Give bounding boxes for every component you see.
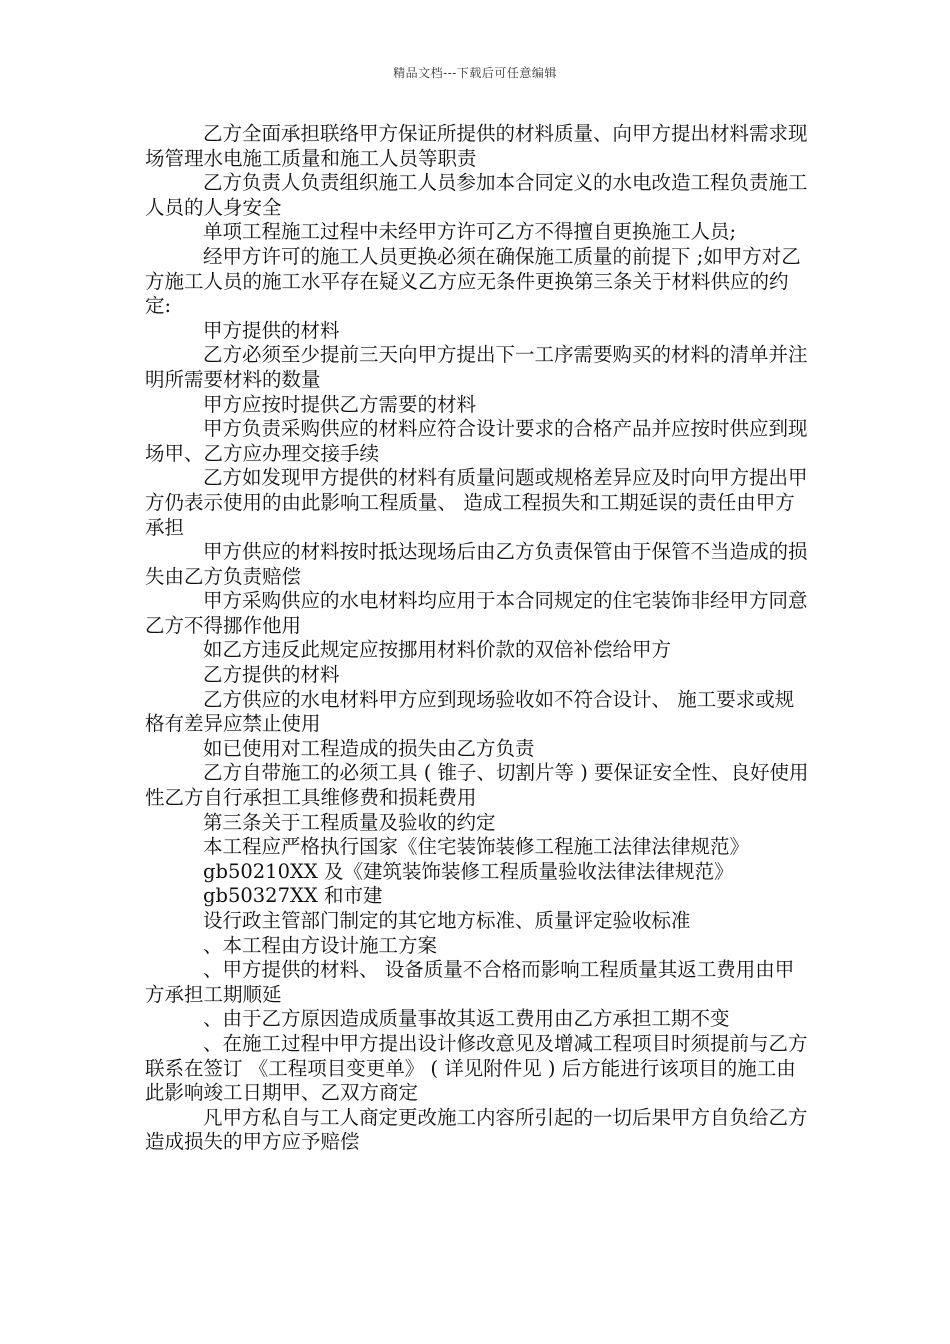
paragraph: 经甲方许可的施工人员更换必须在确保施工质量的前提下 ;如甲方对乙方施工人员的施工水平存在疑义乙方应无条件更换第三条关于材料供应的约定: bbox=[145, 244, 801, 318]
paragraph: 甲方提供的材料 bbox=[203, 318, 340, 342]
paragraph: 凡甲方私自与工人商定更改施工内容所引起的一切后果甲方自负给乙方造成损失的甲方应予赔偿 bbox=[145, 1105, 808, 1154]
paragraph: 、本工程由方设计施工方案 bbox=[203, 933, 438, 957]
page-header: 精品文档---下载后可任意编辑 bbox=[393, 66, 557, 80]
paragraph: 乙方必须至少提前三天向甲方提出下一工序需要购买的材料的清单并注明所需要材料的数量 bbox=[145, 343, 808, 391]
paragraph: 、甲方提供的材料、 设备质量不合格而影响工程质量其返工费用由甲方承担工期顺延 bbox=[145, 958, 795, 1006]
paragraph: 单项工程施工过程中未经甲方许可乙方不得擅自更换施工人员; bbox=[203, 220, 737, 244]
paragraph: 乙方提供的材料 bbox=[203, 663, 340, 687]
paragraph: 乙方自带施工的必须工具 ( 锥子、切割片等 ) 要保证安全性、良好使用性乙方自行承担工具维修费和损耗费用 bbox=[145, 761, 809, 810]
paragraph: 如已使用对工程造成的损失由乙方负责 bbox=[203, 736, 535, 760]
document-body bbox=[145, 122, 810, 1155]
paragraph: 甲方供应的材料按时抵达现场后由乙方负责保管由于保管不当造成的损失由乙方负责赔偿 bbox=[145, 540, 808, 588]
paragraph: 本工程应严格执行国家《住宅装饰装修工程施工法律法律规范》 bbox=[203, 835, 750, 859]
paragraph: 乙方负责人负责组织施工人员参加本合同定义的水电改造工程负责施工人员的人身安全 bbox=[145, 171, 808, 219]
paragraph: 乙方如发现甲方提供的材料有质量问题或规格差异应及时向甲方提出甲方仍表示使用的由此影响工程质量、 造成工程损失和工期延误的责任由甲方承担 bbox=[145, 466, 808, 539]
paragraph: gb50327XX 和市建 bbox=[203, 884, 383, 908]
paragraph: 如乙方违反此规定应按挪用材料价款的双倍补偿给甲方 bbox=[203, 638, 672, 662]
paragraph: 、由于乙方原因造成质量事故其返工费用由乙方承担工期不变 bbox=[203, 1007, 730, 1031]
paragraph: gb50210XX 及《建筑装饰装修工程质量验收法律法律规范》 bbox=[203, 859, 734, 883]
paragraph: 甲方应按时提供乙方需要的材料 bbox=[203, 392, 477, 416]
paragraph: 设行政主管部门制定的其它地方标准、质量评定验收标准 bbox=[203, 909, 691, 932]
paragraph: 、在施工过程中甲方提出设计修改意见及增减工程项目时须提前与乙方联系在签订 《工程项目变更单》 ( 详见附件见 ) 后方能进行该项目的施工由此影响竣工日期甲、乙双方商定 bbox=[145, 1031, 808, 1105]
paragraph: 甲方负责采购供应的材料应符合设计要求的合格产品并应按时供应到现场甲、乙方应办理交接手续 bbox=[145, 417, 808, 465]
paragraph: 乙方供应的水电材料甲方应到现场验收如不符合设计、 施工要求或规格有差异应禁止使用 bbox=[145, 687, 795, 736]
paragraph: 甲方采购供应的水电材料均应用于本合同规定的住宅装饰非经甲方同意乙方不得挪作他用 bbox=[145, 589, 808, 637]
paragraph: 乙方全面承担联络甲方保证所提供的材料质量、向甲方提出材料需求现场管理水电施工质量和施工人员等职责 bbox=[145, 122, 808, 170]
paragraph: 第三条关于工程质量及验收的约定 bbox=[203, 810, 496, 834]
